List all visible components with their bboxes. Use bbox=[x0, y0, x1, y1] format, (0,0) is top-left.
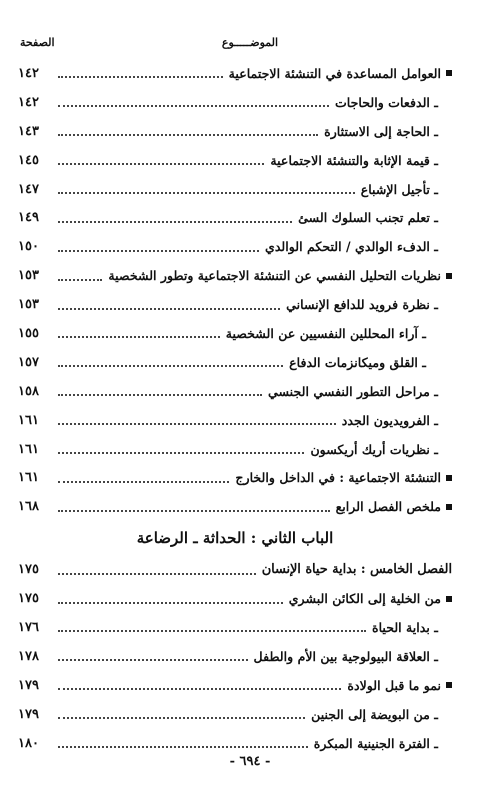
toc-entry bbox=[18, 59, 452, 88]
toc-entry-title: العوامل المساعدة في التنشئة الاجتماعية bbox=[228, 65, 441, 81]
toc-list-chapter-four bbox=[18, 59, 452, 521]
toc-entry-page-number: ١٤٥ bbox=[18, 152, 39, 168]
toc-entry-page-number: ١٤٢ bbox=[18, 94, 39, 110]
toc-entry-title: ـ الحاجة إلى الاستثارة bbox=[324, 123, 438, 139]
dot-leader bbox=[58, 717, 305, 719]
toc-entry-title: ـ بداية الحياة bbox=[371, 619, 438, 635]
toc-entry-page-number: ١٧٩ bbox=[18, 706, 39, 722]
dot-leader bbox=[58, 336, 220, 338]
toc-entry-page-number: ١٤٢ bbox=[18, 65, 39, 81]
toc-entry-page-number: ١٦١ bbox=[18, 470, 39, 486]
toc-entry-title: ـ مراحل التطور النفسي الجنسي bbox=[267, 383, 438, 399]
toc-entry-page-number: ١٧٩ bbox=[18, 677, 39, 693]
toc-entry-title: نمو ما قبل الولادة bbox=[347, 677, 441, 693]
dot-leader bbox=[58, 746, 308, 748]
toc-entry bbox=[18, 261, 452, 290]
toc-entry-page-number: ١٧٦ bbox=[18, 619, 39, 635]
toc-entry bbox=[18, 175, 452, 204]
toc-entry-title: من الخلية إلى الكائن البشري bbox=[288, 591, 441, 607]
toc-entry-title: ـ القلق وميكانزمات الدفاع bbox=[289, 354, 426, 370]
toc-entry-title: ـ العلاقة البيولوجية بين الأم والطفل bbox=[253, 648, 438, 664]
toc-entry-page-number: ١٥٣ bbox=[18, 268, 39, 284]
toc-entry-title: ـ الفترة الجنينية المبكرة bbox=[313, 735, 438, 751]
toc-entry-title: الفصل الخامس : بداية حياة الإنسان bbox=[261, 562, 452, 578]
toc-entry bbox=[18, 463, 452, 492]
toc-entry bbox=[18, 492, 452, 521]
toc-entry bbox=[18, 290, 452, 319]
toc-entry-page-number: ١٥٨ bbox=[18, 383, 39, 399]
page-number: - ٦٩٤ - bbox=[229, 754, 271, 769]
bullet-square-icon bbox=[446, 273, 452, 279]
toc-entry-page-number: ١٨٠ bbox=[18, 735, 39, 751]
toc-entry bbox=[18, 555, 452, 584]
bullet-square-icon bbox=[446, 682, 452, 688]
part-title: الباب الثاني : الحداثة ـ الرضاعة bbox=[136, 529, 334, 548]
toc-entry-page-number: ١٧٨ bbox=[18, 648, 39, 664]
dot-leader bbox=[58, 192, 355, 194]
toc-entry bbox=[18, 203, 452, 232]
bullet-square-icon bbox=[446, 475, 452, 481]
toc-entry-page-number: ١٤٣ bbox=[18, 123, 39, 139]
toc-entry-page-number: ١٦٨ bbox=[18, 499, 39, 515]
toc-entry bbox=[18, 88, 452, 117]
toc-entry bbox=[18, 584, 452, 613]
toc-entry-page-number: ١٧٥ bbox=[18, 591, 39, 607]
toc-entry bbox=[18, 348, 452, 377]
toc-entry-page-number: ١٤٩ bbox=[18, 210, 39, 226]
toc-entry bbox=[18, 319, 452, 348]
toc-entry-page-number: ١٤٧ bbox=[18, 181, 39, 197]
toc-entry-title: ـ آراء المحللين النفسيين عن الشخصية bbox=[225, 325, 426, 341]
toc-entry-page-number: ١٦١ bbox=[18, 412, 39, 428]
topic-column-header: الموضـــــوع bbox=[221, 36, 279, 49]
toc-entry-title: ملخص الفصل الرابع bbox=[335, 499, 441, 515]
dot-leader bbox=[58, 659, 248, 661]
toc-entry bbox=[18, 406, 452, 435]
toc-entry-page-number: ١٥٣ bbox=[18, 297, 39, 313]
toc-entry bbox=[18, 377, 452, 406]
dot-leader bbox=[58, 76, 223, 78]
toc-entry bbox=[18, 642, 452, 671]
toc-entry-title: التنشئة الاجتماعية : في الداخل والخارج bbox=[235, 470, 441, 486]
dot-leader bbox=[58, 279, 102, 281]
dot-leader bbox=[58, 423, 336, 425]
toc-entry bbox=[18, 117, 452, 146]
toc-entry-title: ـ تعلم تجنب السلوك السئ bbox=[298, 210, 438, 226]
toc-entry-title: نظريات التحليل النفسي عن التنشئة الاجتماعية وتطور الشخصية bbox=[108, 268, 441, 284]
toc-entry-title: ـ تأجيل الإشباع bbox=[360, 181, 438, 197]
dot-leader bbox=[58, 394, 262, 396]
bullet-square-icon bbox=[446, 596, 452, 602]
toc-entry-page-number: ١٦١ bbox=[18, 441, 39, 457]
dot-leader bbox=[58, 308, 280, 310]
toc-entry-title: ـ من البويضة إلى الجنين bbox=[311, 706, 438, 722]
dot-leader bbox=[58, 221, 292, 223]
toc-entry bbox=[18, 146, 452, 175]
toc-entry bbox=[18, 671, 452, 700]
toc-entry-title: ـ الفرويديون الجدد bbox=[341, 412, 438, 428]
toc-list-chapter-five bbox=[18, 555, 452, 757]
toc-entry-page-number: ١٥٧ bbox=[18, 354, 39, 370]
page-column-header: الصفحة bbox=[20, 36, 55, 49]
dot-leader bbox=[58, 163, 264, 165]
toc-entry bbox=[18, 700, 452, 729]
toc-entry-title: ـ نظريات أريك أريكسون bbox=[310, 441, 438, 457]
dot-leader bbox=[58, 602, 283, 604]
dot-leader bbox=[58, 481, 229, 483]
toc-entry-page-number: ١٥٥ bbox=[18, 325, 39, 341]
toc-entry-title: ـ الدفء الوالدي / التحكم الوالدي bbox=[264, 239, 438, 255]
bullet-square-icon bbox=[446, 504, 452, 510]
dot-leader bbox=[58, 573, 256, 575]
dot-leader bbox=[58, 510, 330, 512]
toc-entry-title: ـ قيمة الإثابة والتنشئة الاجتماعية bbox=[270, 152, 438, 168]
dot-leader bbox=[58, 105, 329, 107]
toc-entry-page-number: ١٧٥ bbox=[18, 562, 39, 578]
toc-entry-page-number: ١٥٠ bbox=[18, 239, 39, 255]
table-of-contents bbox=[18, 59, 452, 757]
toc-entry bbox=[18, 232, 452, 261]
toc-entry bbox=[18, 435, 452, 464]
dot-leader bbox=[58, 250, 259, 252]
toc-entry-title: ـ نظرة فرويد للدافع الإنساني bbox=[286, 297, 438, 313]
dot-leader bbox=[58, 688, 341, 690]
dot-leader bbox=[58, 630, 366, 632]
dot-leader bbox=[58, 134, 318, 136]
toc-entry-title: ـ الدفعات والحاجات bbox=[334, 94, 438, 110]
dot-leader bbox=[58, 365, 283, 367]
dot-leader bbox=[58, 452, 304, 454]
toc-entry bbox=[18, 613, 452, 642]
bullet-square-icon bbox=[446, 70, 452, 76]
